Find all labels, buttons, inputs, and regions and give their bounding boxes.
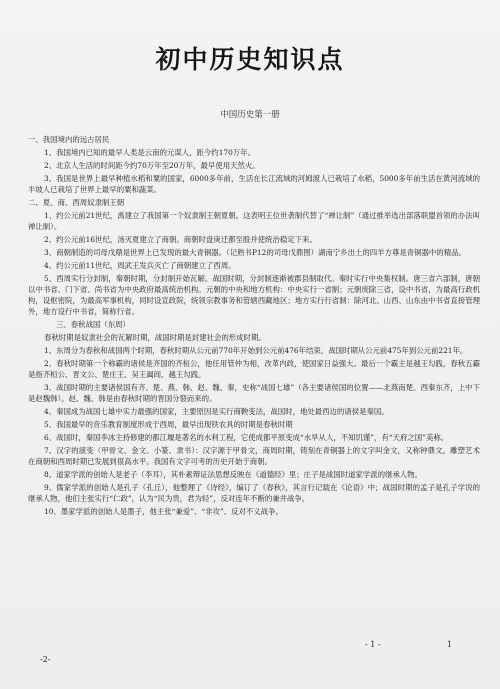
paragraph: 4、约公元前11世纪，周武王发兵灭亡了商朝建立了西周。 <box>44 261 236 270</box>
paragraph: 3、商朝制造的司母戊鼎是世界上已发现的最大青铜器。（记熟书P12的司母戊鼎图）湖南宁乡出土的四羊方尊是青铜器中的精品。 <box>44 248 466 257</box>
paragraph: 8、道家学派的创始人是老子（李耳），其朴素辩证法思想反映在《道德经》里；庄子是战国时道家学派的继承人物。 <box>44 470 422 479</box>
document-body <box>28 134 480 519</box>
document-title: 初中历史知识点 <box>155 45 345 74</box>
section-heading: 二、夏、商、西周奴隶制王朝 <box>28 198 125 207</box>
page-number-right: 1 <box>447 640 453 649</box>
paragraph: 10、墨家学派的创始人是墨子，他主张“兼爱”、“非攻”、反对不义战争。 <box>44 507 283 516</box>
paragraph: 1、约公元前21世纪，禹建立了我国第一个奴隶制王朝夏朝。这表明王位世袭制代替了“禅让制”（通过推举选出部落联盟首领的办法叫禅让制）。 <box>28 211 480 231</box>
paragraph: 2、约公元前16世纪，汤灭夏建立了商朝。商朝时盘庚迁都至殷并使统治稳定下来。 <box>44 235 317 244</box>
paragraph: 春秋时期是奴隶社会的瓦解时期，战国时期是封建社会的形成时期。 <box>44 333 266 342</box>
paragraph: 5、我国最早的音乐教育制度形成于西周，最早出现铁农具的时期是春秋时期 <box>44 420 293 429</box>
section-heading: 一、我国境内的远古居民 <box>28 135 110 144</box>
page-number-center: - 1 - <box>365 640 381 649</box>
paragraph: 4、秦国成为战国七雄中实力最强的国家，主要原因是实行商鞅变法，战国时，地处最西边的诸侯是秦国。 <box>44 407 389 416</box>
section-heading: 三、春秋战国（东周） <box>56 320 130 329</box>
paragraph: 2、春秋时期第一个称霸的诸侯是齐国的齐桓公，他任用管仲为相，改革内政，使国家日益强大。最后一个霸主是越王勾践，春秋五霸是指齐桓公、晋文公、楚庄王、吴王阖闾、越王勾践。 <box>28 359 480 379</box>
paragraph: 3、我国是世界上最早种植水稻和粟的国家，6000多年前，生活在长江流域的河姆渡人已栽培了水稻，5000多年前生活在黄河流域的半坡人已栽培了世界上最早的粟和蔬菜。 <box>28 174 480 194</box>
page-number-left: -2- <box>40 655 51 664</box>
paragraph: 6、战国时，秦国李冰主持修建的都江堰是著名的水利工程，它使成都平原变成“水旱从人，不知饥馑”，有“天府之国”美称。 <box>44 433 449 442</box>
paragraph: 5、西周实行分封制，秦朝时期，分封制开始瓦解。战国时期，分封制逐渐被郡县制取代。秦时实行中央集权制。唐三省六部制，唐朝以中书省、门下省、尚书省为中央政府最高统治机构。元朝的中央和地方机构：中央实行一省制；元朝废除三省，设中书省，为最高行政机构，设枢密院，为最高军事机构，同时设宣政院，统领宗教事务和管辖西藏地区；地方实行行省制：除河北、山西、山东由中书省直接管理外，地方设行中书省，简称行省。 <box>28 274 480 316</box>
document-subtitle: 中国历史第一册 <box>220 110 280 120</box>
paragraph: 9、儒家学派的创始人是孔子（孔丘），他整理了《诗经》，编订了《春秋》，其言行记载在《论语》中；战国时期的孟子是孔子学说的继承人物，他们主张实行“仁政”，认为“民为贵，君为轻”，反对连年不断的兼并战争。 <box>28 483 480 503</box>
paragraph: 3、战国时期的主要诸侯国有齐、楚、燕、韩、赵、魏、秦，史称“战国七雄”（各主要诸侯国的位置——北燕南楚、西秦东齐，上中下是赵魏韩）。赵、魏、韩是由春秋时期的晋国分裂而来的。 <box>28 383 480 403</box>
paragraph: 7、汉字的演变（甲骨文、金文、小篆、隶书）：汉字源于甲骨文，商周时期，铸刻在青铜器上的文字叫金文，又称钟鼎文。雕塑艺术在商朝和西周时期已发展到很高水平。我国有文字可考的历史开始于商朝。 <box>28 446 480 466</box>
paragraph: 2、北京人生活的时间距今约70万年至20万年，最早使用天然火。 <box>44 161 260 170</box>
paragraph: 1、东周分为春秋和战国两个时期，春秋时期从公元前770年开始到公元前476年结束。战国时期从公元前475年到公元前221年。 <box>44 346 468 355</box>
paragraph: 1、我国境内已知的最早人类是云南的元谋人，距今约170万年。 <box>44 148 255 157</box>
